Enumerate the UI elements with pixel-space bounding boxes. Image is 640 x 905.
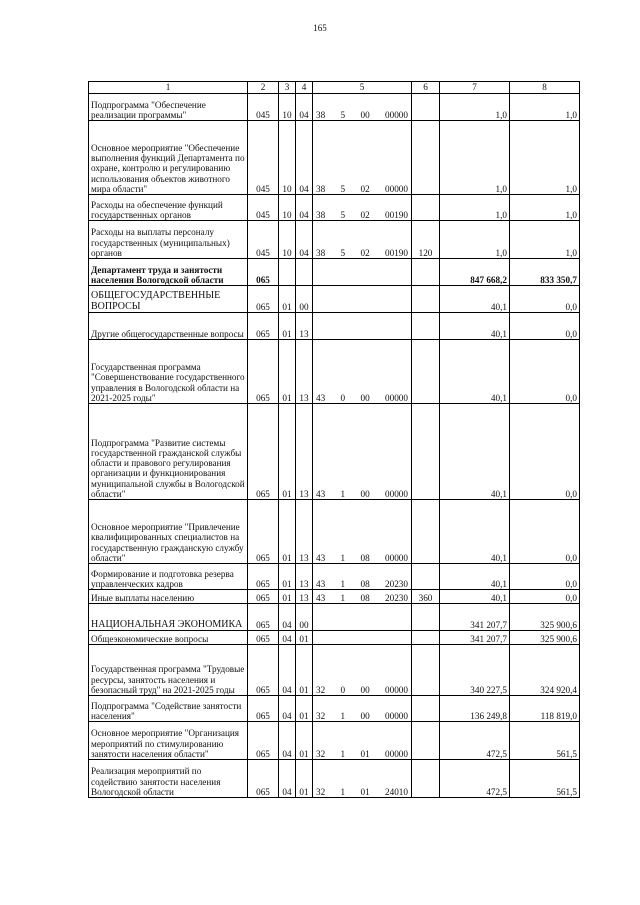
header-cell: 7 — [440, 82, 510, 94]
row-expense-type — [412, 404, 440, 500]
row-amount-year2: 1,0 — [510, 94, 580, 121]
target-article-part: 5 — [340, 247, 346, 258]
table-row — [89, 696, 580, 722]
target-article-parts — [313, 711, 411, 721]
row-grbs-code: 065 — [248, 722, 279, 760]
target-article-part: 00000 — [385, 109, 408, 120]
row-target-article — [313, 722, 412, 760]
target-article-part: 0 — [340, 684, 346, 695]
row-amount-year1: 40,1 — [440, 404, 510, 500]
table-row — [89, 722, 580, 760]
header-row — [89, 82, 580, 94]
row-name: Формирование и подготовка резерва управленческих кадров — [89, 564, 248, 590]
row-section-code — [279, 259, 296, 286]
row-amount-year1: 40,1 — [440, 286, 510, 313]
row-amount-year2: 325 900,6 — [510, 631, 580, 645]
row-name: Государственная программа "Совершенствование государственного управления в Вологодской области на 2021-2025 годы" — [89, 340, 248, 404]
row-expense-type — [412, 121, 440, 195]
target-article-parts — [313, 184, 411, 194]
target-article-part: 02 — [360, 183, 370, 194]
row-amount-year2: 1,0 — [510, 195, 580, 221]
row-target-article — [313, 590, 412, 604]
target-article-part: 00000 — [385, 748, 408, 759]
row-name: Основное мероприятие "Обеспечение выполнения функций Департамента по охране, контролю и регулированию использования объектов животного мира области" — [89, 121, 248, 195]
header-cell: 1 — [89, 82, 248, 94]
table-body — [89, 82, 580, 798]
target-article-part: 20230 — [385, 592, 408, 603]
target-article-parts — [313, 787, 411, 797]
row-name: Расходы на обеспечение функций государственных органов — [89, 195, 248, 221]
row-name: Иные выплаты населению — [89, 590, 248, 604]
target-article-part: 1 — [340, 578, 346, 589]
row-subsection-code: 01 — [296, 631, 313, 645]
row-amount-year2: 0,0 — [510, 404, 580, 500]
row-subsection-code: 04 — [296, 195, 313, 221]
row-grbs-code: 065 — [248, 404, 279, 500]
row-amount-year2: 1,0 — [510, 121, 580, 195]
target-article-part: 38 — [316, 247, 326, 258]
target-article-part: 00000 — [385, 183, 408, 194]
target-article-part: 32 — [316, 748, 326, 759]
row-target-article — [313, 195, 412, 221]
row-section-code: 10 — [279, 221, 296, 259]
row-grbs-code: 065 — [248, 286, 279, 313]
row-section-code: 04 — [279, 760, 296, 798]
row-expense-type — [412, 286, 440, 313]
target-article-part: 1 — [340, 710, 346, 721]
row-amount-year2: 561,5 — [510, 722, 580, 760]
row-subsection-code: 01 — [296, 760, 313, 798]
target-article-part: 24010 — [385, 786, 408, 797]
row-section-code: 04 — [279, 696, 296, 722]
budget-table — [88, 81, 580, 798]
row-target-article — [313, 500, 412, 564]
target-article-part: 08 — [360, 592, 370, 603]
row-amount-year1: 40,1 — [440, 564, 510, 590]
row-expense-type — [412, 564, 440, 590]
table-row — [89, 760, 580, 798]
row-amount-year2: 324 920,4 — [510, 645, 580, 696]
row-section-code: 01 — [279, 286, 296, 313]
row-target-article — [313, 259, 412, 286]
row-subsection-code: 13 — [296, 564, 313, 590]
row-section-code: 01 — [279, 404, 296, 500]
row-expense-type — [412, 645, 440, 696]
header-cell: 2 — [248, 82, 279, 94]
row-expense-type — [412, 500, 440, 564]
row-amount-year1: 340 227,5 — [440, 645, 510, 696]
row-grbs-code: 045 — [248, 94, 279, 121]
target-article-part: 00 — [360, 488, 370, 499]
target-article-part: 1 — [340, 748, 346, 759]
target-article-parts — [313, 248, 411, 258]
header-cell: 5 — [313, 82, 412, 94]
row-target-article — [313, 760, 412, 798]
table-row — [89, 645, 580, 696]
target-article-part: 02 — [360, 209, 370, 220]
table-row — [89, 340, 580, 404]
target-article-part: 32 — [316, 684, 326, 695]
row-amount-year2: 833 350,7 — [510, 259, 580, 286]
row-grbs-code: 065 — [248, 340, 279, 404]
row-amount-year1: 472,5 — [440, 760, 510, 798]
row-name: Подпрограмма "Содействие занятости населения" — [89, 696, 248, 722]
row-amount-year2: 325 900,6 — [510, 604, 580, 631]
row-subsection-code: 01 — [296, 645, 313, 696]
row-amount-year2: 0,0 — [510, 286, 580, 313]
table-row — [89, 631, 580, 645]
target-article-part: 38 — [316, 183, 326, 194]
row-target-article — [313, 564, 412, 590]
row-grbs-code: 065 — [248, 645, 279, 696]
row-name: Основное мероприятие "Организация мероприятий по стимулированию занятости населения области" — [89, 722, 248, 760]
row-subsection-code: 00 — [296, 604, 313, 631]
row-subsection-code: 04 — [296, 221, 313, 259]
row-section-code: 01 — [279, 500, 296, 564]
target-article-part: 43 — [316, 552, 326, 563]
target-article-part: 32 — [316, 710, 326, 721]
row-subsection-code: 13 — [296, 313, 313, 340]
row-subsection-code: 13 — [296, 590, 313, 604]
row-amount-year1: 472,5 — [440, 722, 510, 760]
target-article-part: 5 — [340, 209, 346, 220]
row-expense-type — [412, 696, 440, 722]
target-article-part: 01 — [360, 748, 370, 759]
target-article-part: 1 — [340, 552, 346, 563]
row-amount-year1: 341 207,7 — [440, 631, 510, 645]
target-article-parts — [313, 393, 411, 403]
row-amount-year1: 1,0 — [440, 94, 510, 121]
row-grbs-code: 065 — [248, 631, 279, 645]
target-article-part: 43 — [316, 592, 326, 603]
table-row — [89, 286, 580, 313]
target-article-part: 00000 — [385, 392, 408, 403]
header-cell: 4 — [296, 82, 313, 94]
table-row — [89, 121, 580, 195]
target-article-part: 01 — [360, 786, 370, 797]
table-row — [89, 195, 580, 221]
row-section-code: 04 — [279, 722, 296, 760]
row-name: Подпрограмма "Развитие системы государственной гражданской службы области и правового регулирования организации и функционирования муниципальной службы в Вологодской области" — [89, 404, 248, 500]
target-article-part: 00 — [360, 710, 370, 721]
row-subsection-code: 00 — [296, 286, 313, 313]
row-expense-type: 120 — [412, 221, 440, 259]
row-section-code: 10 — [279, 195, 296, 221]
target-article-part: 32 — [316, 786, 326, 797]
row-name: Государственная программа "Трудовые ресурсы, занятость населения и безопасный труд" на 2021-2025 годы — [89, 645, 248, 696]
row-amount-year2: 0,0 — [510, 313, 580, 340]
row-grbs-code: 045 — [248, 221, 279, 259]
row-expense-type — [412, 195, 440, 221]
row-subsection-code: 13 — [296, 500, 313, 564]
target-article-part: 00000 — [385, 684, 408, 695]
target-article-part: 02 — [360, 247, 370, 258]
target-article-part: 08 — [360, 552, 370, 563]
row-expense-type — [412, 259, 440, 286]
target-article-part: 00 — [360, 684, 370, 695]
row-name: Расходы на выплаты персоналу государственных (муниципальных) органов — [89, 221, 248, 259]
row-expense-type — [412, 604, 440, 631]
target-article-part: 00 — [360, 109, 370, 120]
target-article-part: 43 — [316, 488, 326, 499]
row-amount-year1: 136 249,8 — [440, 696, 510, 722]
row-name: НАЦИОНАЛЬНАЯ ЭКОНОМИКА — [89, 604, 248, 631]
row-target-article — [313, 286, 412, 313]
row-subsection-code: 04 — [296, 121, 313, 195]
target-article-part: 0 — [340, 392, 346, 403]
row-name: Реализация мероприятий по содействию занятости населения Вологодской области — [89, 760, 248, 798]
target-article-part: 00190 — [385, 209, 408, 220]
row-amount-year1: 40,1 — [440, 590, 510, 604]
row-target-article — [313, 604, 412, 631]
row-amount-year1: 1,0 — [440, 195, 510, 221]
row-amount-year1: 40,1 — [440, 500, 510, 564]
target-article-part: 38 — [316, 209, 326, 220]
target-article-part: 00190 — [385, 247, 408, 258]
target-article-part: 20230 — [385, 578, 408, 589]
row-section-code: 04 — [279, 604, 296, 631]
table-row — [89, 313, 580, 340]
row-expense-type — [412, 94, 440, 121]
target-article-parts — [313, 210, 411, 220]
row-grbs-code: 045 — [248, 195, 279, 221]
row-amount-year1: 40,1 — [440, 313, 510, 340]
row-name: Общеэкономические вопросы — [89, 631, 248, 645]
table-row — [89, 604, 580, 631]
row-grbs-code: 065 — [248, 760, 279, 798]
target-article-parts — [313, 553, 411, 563]
target-article-part: 5 — [340, 109, 346, 120]
row-subsection-code: 04 — [296, 94, 313, 121]
row-grbs-code: 065 — [248, 564, 279, 590]
row-target-article — [313, 696, 412, 722]
row-subsection-code: 13 — [296, 340, 313, 404]
row-grbs-code: 045 — [248, 121, 279, 195]
target-article-part: 5 — [340, 183, 346, 194]
row-amount-year1: 341 207,7 — [440, 604, 510, 631]
row-amount-year1: 1,0 — [440, 121, 510, 195]
target-article-parts — [313, 489, 411, 499]
row-name: Другие общегосударственные вопросы — [89, 313, 248, 340]
row-target-article — [313, 313, 412, 340]
row-section-code: 10 — [279, 94, 296, 121]
header-cell: 3 — [279, 82, 296, 94]
row-subsection-code: 01 — [296, 722, 313, 760]
row-target-article — [313, 94, 412, 121]
row-expense-type — [412, 631, 440, 645]
row-amount-year1: 40,1 — [440, 340, 510, 404]
row-amount-year2: 118 819,0 — [510, 696, 580, 722]
row-subsection-code: 13 — [296, 404, 313, 500]
row-expense-type — [412, 760, 440, 798]
row-amount-year1: 847 668,2 — [440, 259, 510, 286]
row-amount-year2: 561,5 — [510, 760, 580, 798]
row-target-article — [313, 631, 412, 645]
table-row — [89, 564, 580, 590]
row-amount-year2: 0,0 — [510, 564, 580, 590]
row-grbs-code: 065 — [248, 696, 279, 722]
row-grbs-code: 065 — [248, 590, 279, 604]
table-row — [89, 404, 580, 500]
row-section-code: 10 — [279, 121, 296, 195]
row-subsection-code — [296, 259, 313, 286]
row-grbs-code: 065 — [248, 313, 279, 340]
row-section-code: 01 — [279, 564, 296, 590]
target-article-part: 00 — [360, 392, 370, 403]
row-amount-year2: 1,0 — [510, 221, 580, 259]
row-subsection-code: 01 — [296, 696, 313, 722]
row-amount-year2: 0,0 — [510, 500, 580, 564]
row-grbs-code: 065 — [248, 604, 279, 631]
target-article-part: 00000 — [385, 488, 408, 499]
target-article-part: 00000 — [385, 710, 408, 721]
target-article-part: 43 — [316, 392, 326, 403]
table-row — [89, 221, 580, 259]
row-section-code: 04 — [279, 631, 296, 645]
row-amount-year1: 1,0 — [440, 221, 510, 259]
target-article-part: 1 — [340, 592, 346, 603]
row-target-article — [313, 404, 412, 500]
target-article-part: 1 — [340, 488, 346, 499]
target-article-parts — [313, 593, 411, 603]
row-expense-type — [412, 313, 440, 340]
row-amount-year2: 0,0 — [510, 340, 580, 404]
row-expense-type — [412, 722, 440, 760]
target-article-part: 00000 — [385, 552, 408, 563]
header-cell: 8 — [510, 82, 580, 94]
page-number: 165 — [313, 23, 327, 33]
table-row — [89, 500, 580, 564]
target-article-parts — [313, 579, 411, 589]
header-cell: 6 — [412, 82, 440, 94]
table-row — [89, 590, 580, 604]
target-article-part: 1 — [340, 786, 346, 797]
target-article-part: 38 — [316, 109, 326, 120]
row-amount-year2: 0,0 — [510, 590, 580, 604]
target-article-parts — [313, 749, 411, 759]
row-grbs-code: 065 — [248, 500, 279, 564]
target-article-parts — [313, 685, 411, 695]
target-article-part: 43 — [316, 578, 326, 589]
target-article-parts — [313, 110, 411, 120]
row-section-code: 01 — [279, 340, 296, 404]
row-section-code: 04 — [279, 645, 296, 696]
row-grbs-code: 065 — [248, 259, 279, 286]
row-target-article — [313, 645, 412, 696]
row-expense-type — [412, 340, 440, 404]
row-target-article — [313, 121, 412, 195]
row-section-code: 01 — [279, 313, 296, 340]
row-expense-type: 360 — [412, 590, 440, 604]
row-target-article — [313, 221, 412, 259]
row-name: Основное мероприятие "Привлечение квалифицированных специалистов на государственную гражданскую службу области" — [89, 500, 248, 564]
row-section-code: 01 — [279, 590, 296, 604]
row-name: ОБЩЕГОСУДАРСТВЕННЫЕ ВОПРОСЫ — [89, 286, 248, 313]
row-target-article — [313, 340, 412, 404]
target-article-part: 08 — [360, 578, 370, 589]
table-row — [89, 94, 580, 121]
table-row — [89, 259, 580, 286]
row-name: Департамент труда и занятости населения Вологодской области — [89, 259, 248, 286]
row-name: Подпрограмма "Обеспечение реализации программы" — [89, 94, 248, 121]
